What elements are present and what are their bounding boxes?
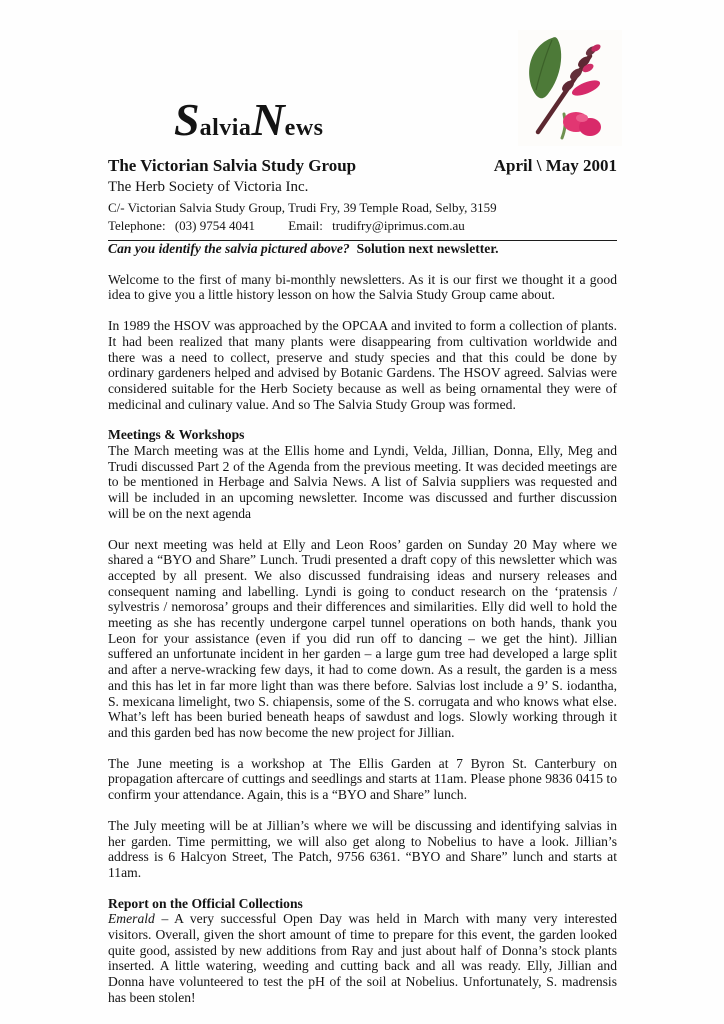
masthead-word-alvia: alvia [199, 115, 252, 141]
society-name: The Herb Society of Victoria Inc. [108, 179, 309, 195]
photo-caption [108, 241, 617, 257]
masthead-title [174, 94, 324, 145]
report-paragraph [108, 911, 617, 1005]
newsletter-body [108, 241, 617, 1021]
group-name: The Victorian Salvia Study Group [108, 156, 357, 175]
email-label: Email: [288, 218, 323, 233]
postal-address: C/- Victorian Salvia Study Group, Trudi Fry, 39 Temple Road, Selby, 3159 [108, 200, 497, 215]
intro-paragraph-2: In 1989 the HSOV was approached by the OPCAA and invited to form a collection of plants. It had been realized that many plants were disappearing from cultivation worldwide and there was a need to collect, preserve and study species and that this could be done by ordinary gardeners helped and advised by Botanic Gardens. The HSOV agreed. Salvias were considered suitable for the Herb Society because as well as being ornamental they were of medicinal and culinary value. And so The Salvia Study Group was formed. [108, 318, 617, 412]
email-address: trudifry@iprimus.com.au [332, 218, 465, 233]
telephone-label: Telephone: [108, 218, 166, 233]
caption-answer: Solution next newsletter. [356, 241, 499, 256]
meetings-heading: Meetings & Workshops [108, 427, 245, 443]
telephone-number: (03) 9754 4041 [174, 218, 255, 233]
salvia-flower-photo [518, 30, 622, 146]
flower-petal-highlight [576, 114, 588, 122]
july-meeting-paragraph: The July meeting will be at Jillian’s where we will be discussing and identifying salvias in her garden. Time permitting, we will also get along to Nobelius to have a look. Jillian’s address is 6 Halcyon Street, The Patch, 9756 6361. “BYO and Share” lunch and starts at 11am. [108, 817, 617, 880]
newsletter-header [108, 156, 617, 249]
masthead-word-ews: ews [284, 115, 324, 141]
may-meeting-paragraph: Our next meeting was held at Elly and Leon Roos’ garden on Sunday 20 May where we shared a “BYO and Share” Lunch. Trudi presented a draft copy of this newsletter which was accepted by all present. We also discussed fundraising ideas and nursery releases and consequent naming and labelling. Lyndi is going to conduct research on the ‘pratensis / sylvestris / nemorosa’ groups and their differences and similarities. Elly did well to hold the meeting as she has recently undergone carpel tunnel operations on both hands, thank you Leon for your assistance (even if you did run off to dancing – we get the hint). Jillian suffered an unfortunate incident in her garden – a large gum tree had developed a large split and after a nerve-wracking few days, it had to come down. As a result, the garden is a mess and this has let in far more light than was there before. Salvias lost include a 9’ S. iodantha, S. mexicana limelight, two S. chiapensis, some of the S. corrugata and who knows what else. What’s left has been buried beneath heaps of sawdust and logs. Slowly working through it and this garden bed has now become the new project for Jillian. [108, 536, 617, 740]
report-text: – A very successful Open Day was held in March with many very interested visitors. Overall, given the short amount of time to prepare for this event, the garden looked quite good, assisted by new additions from Ray and just about half of Donna’s stock plants inserted. A little watering, weeding and cutting back and all was ready. Elly, Jillian and Donna have volunteered to test the pH of the soil at Nobelius. Unfortunately, S. madrensis has been stolen! [108, 911, 617, 1005]
masthead-letter-s: S [174, 94, 200, 145]
report-lead-word: Emerald [108, 911, 155, 927]
report-heading: Report on the Official Collections [108, 895, 303, 911]
masthead-letter-n: N [251, 94, 285, 145]
caption-question: Can you identify the salvia pictured above? [108, 241, 350, 256]
march-meeting-paragraph: The March meeting was at the Ellis home and Lyndi, Velda, Jillian, Donna, Elly, Meg and Trudi discussed Part 2 of the Agenda from the previous meeting. It was decided meetings are to be mentioned in Herbage and Salvia News. A list of Salvia suppliers was requested and will be included in an upcoming newsletter. Income was discussed and further discussion will be on the next agenda [108, 443, 617, 521]
contact-line [108, 218, 617, 234]
intro-paragraph-1: Welcome to the first of many bi-monthly newsletters. As it is our first we thought it a good idea to give you a little history lesson on how the Salvia Study Group came about. [108, 271, 617, 303]
june-meeting-paragraph: The June meeting is a workshop at The Ellis Garden at 7 Byron St. Canterbury on propagation aftercare of cuttings and seedlings and starts at 11am. Please phone 9836 0415 to confirm your attendance. Again, this is a “BYO and Share” lunch. [108, 755, 617, 803]
issue-date: April \ May 2001 [493, 156, 617, 175]
